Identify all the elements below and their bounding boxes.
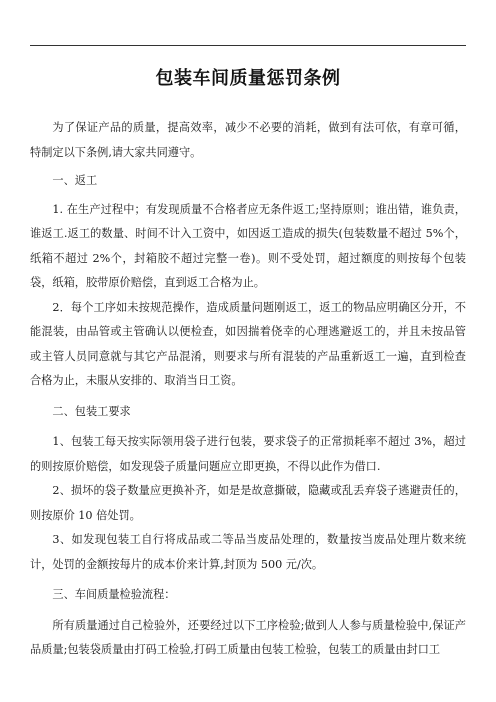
section-heading-inspection: 三、车间质量检验流程： [52, 588, 176, 601]
section-heading-packer: 二、包装工要求 [52, 404, 131, 418]
document-title: 包装车间质量惩罚条例 [155, 68, 341, 89]
header-rule [30, 45, 466, 46]
packer-clause-2: 2、损坏的袋子数量应更换补齐，如是是故意撕破，隐藏或乱丢弃袋子逃避责任的，则按原价 10 倍处罚。 [30, 484, 466, 522]
rework-clause-2: 2．每个工序如未按规范操作，造成质量问题刚返工，返工的物品应明确区分开，不能混装，由品管或主管确认以便检查，如因揣着侥幸的心理逃避返工的，并且未按品管或主管人员同意就与其它产品混淆，则要求与所有混装的产品重新返工一遍，直到检查合格为止，未服从安排的、取消当日工资。 [30, 300, 466, 387]
rework-clause-1: 1. 在生产过程中；有发现质量不合格者应无条件返工;坚持原则；谁出错，谁负责，谁返工.返工的数量、时间不计入工资中，如因返工造成的损失(包装数量不超过 5%个，纸箱不超过 2%个，封箱胶不超过完整一卷)。则不受处罚，超过额度的则按每个包装袋，纸箱，胶带原价赔偿，直到返工合格为止。 [30, 202, 466, 289]
document-body [30, 116, 466, 663]
packer-clause-3: 3、如发现包装工自行将成品或二等品当废品处理的，数量按当废品处理片数来统计，处罚的金额按每片的成本价来计算,封顶为 500 元/次。 [30, 533, 466, 571]
packer-clause-1: 1、包装工每天按实际领用袋子进行包装，要求袋子的正常损耗率不超过 3%，超过的则按原价赔偿，如发现袋子质量问题应立即更换，不得以此作为借口. [30, 435, 466, 473]
inspection-paragraph: 所有质量通过自己检验外，还要经过以下工序检验;做到人人参与质量检验中,保证产品质量;包装袋质量由打码工检验,打码工质量由包装工检验，包装工的质量由封口工 [30, 618, 466, 656]
section-heading-rework: 一、返工 [52, 174, 98, 187]
intro-paragraph: 为了保证产品的质量，提高效率，减少不必要的消耗，做到有法可依，有章可循，特制定以下条例,请大家共同遵守。 [30, 121, 466, 159]
